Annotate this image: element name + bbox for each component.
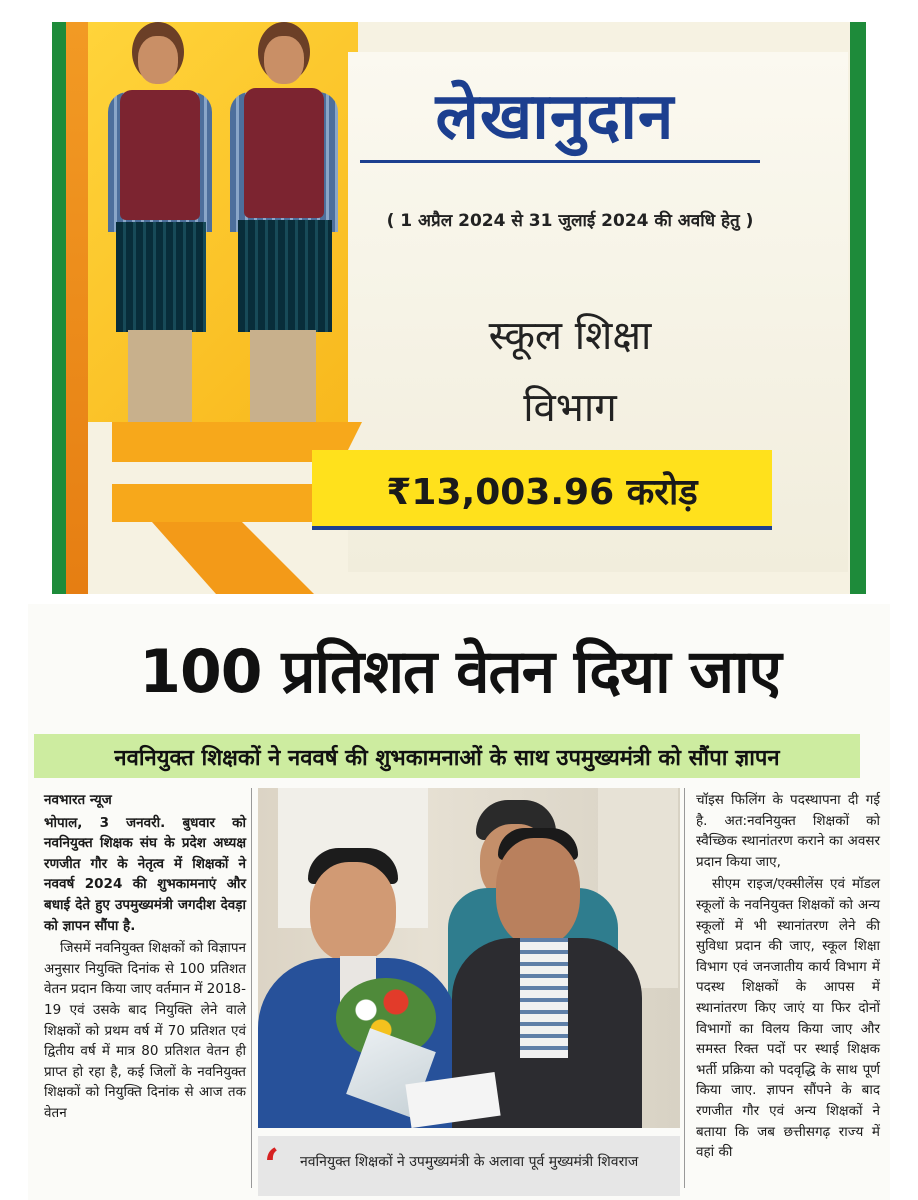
article-column-right [696, 790, 880, 1165]
student-figure-1 [102, 22, 222, 422]
banner-period: ( 1 अप्रैल 2024 से 31 जुलाई 2024 की अवधि हेतु ) [386, 211, 754, 231]
column-divider-left [251, 788, 252, 1188]
student-figure-2 [222, 22, 342, 422]
banner-orange-stripe [66, 22, 88, 594]
article-photo [258, 788, 680, 1128]
banner-right-border [850, 22, 866, 594]
article-column-left [44, 790, 246, 1126]
banner-department-line-1: स्कूल शिक्षा [488, 313, 652, 359]
column-divider-right [684, 788, 685, 1188]
banner-amount: ₹13,003.96 करोड़ [386, 472, 698, 513]
article-lead: भोपाल, 3 जनवरी. बुधवार को नवनियुक्त शिक्षक संघ के प्रदेश अध्यक्ष रणजीत गौर के नेतृत्व में शिक्षकों ने नववर्ष 2024 की शुभकामनाएं और बधाई देते हुए उपमुख्यमंत्री जगदीश देवड़ा को ज्ञापन सौंपा है. [44, 814, 246, 934]
article-body-right-1: चॉइस फिलिंग के पदस्थापना दी गई है. अत:नवनियुक्त शिक्षकों को स्वैच्छिक स्थानांतरण कराने का अवसर प्रदान किया जाए, [696, 792, 880, 870]
article-source: नवभारत न्यूज [44, 792, 112, 808]
article-headline: 100 प्रतिशत वेतन दिया जाए [139, 637, 781, 707]
quote-mark-icon: ‘ [264, 1140, 280, 1191]
banner-left-border [52, 22, 66, 594]
banner-title: लेखानुदान [435, 79, 675, 154]
banner-title-underline [360, 160, 760, 163]
banner-department-line-2: विभाग [523, 385, 617, 431]
article-body-left: जिसमें नवनियुक्त शिक्षकों को विज्ञापन अनुसार नियुक्ति दिनांक से 100 प्रतिशत वेतन प्रदान किया जाए वर्तमान में 2018-19 एवं उसके बाद नियुक्ति लेने वाले शिक्षकों को प्रथम वर्ष में 70 प्रतिशत एवं द्वितीय वर्ष में मात्र 80 प्रतिशत वेतन ही प्राप्त हो रहा है, कई जिलों के नवनियुक्त शिक्षकों को नियुक्ति दिनांक से आज तक वेतन [44, 940, 247, 1121]
article-body-right-2: सीएम राइज/एक्सीलेंस एवं मॉडल स्कूलों के नवनियुक्त शिक्षकों को अन्य स्कूलों में भी स्थानांतरण लेने की सुविधा प्रदान की जाए, स्कूल शिक्षा विभाग एवं जनजातीय कार्य विभाग में पदस्थ शिक्षकों के आपस में स्थानांतरण किए जाएं या फिर दोनों विभागों का विलय किया जाए और समस्त रिक्त पदों पर स्थाई शिक्षक भर्ती प्रक्रिया को पदवृद्धि के साथ पूर्ण किया जाए. ज्ञापन सौंपने के बाद रणजीत गौर एवं अन्य शिक्षकों ने बताया कि जब छत्तीसगढ़ राज्य में वहां की [696, 876, 880, 1161]
article-subheadline: नवनियुक्त शिक्षकों ने नववर्ष की शुभकामनाओं के साथ उपमुख्यमंत्री को सौंपा ज्ञापन [114, 746, 780, 771]
photo-caption: नवनियुक्त शिक्षकों ने उपमुख्यमंत्री के अलावा पूर्व मुख्यमंत्री शिवराज [300, 1154, 639, 1170]
